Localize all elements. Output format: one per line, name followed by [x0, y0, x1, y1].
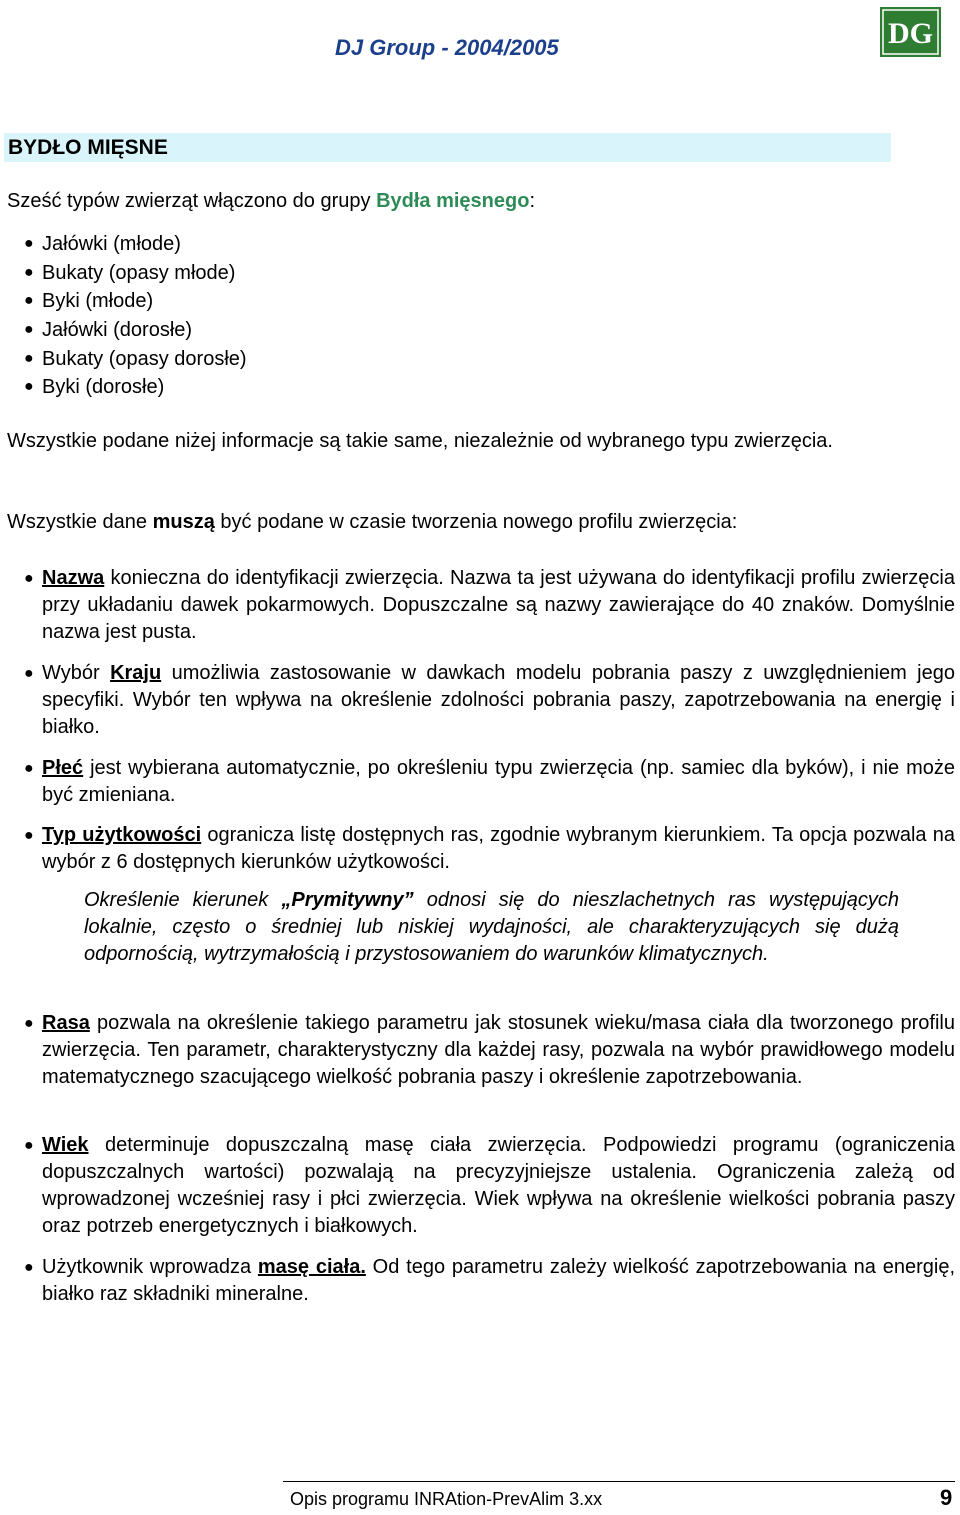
list-item-label: Jałówki (dorosłe) [42, 319, 193, 342]
bullet-icon: ● [24, 570, 34, 587]
note-text-start: Określenie kierunek [84, 889, 282, 911]
list-item [24, 373, 247, 402]
field-text: pozwala na określenie takiego parametru jak stosunek wieku/masa ciała dla tworzonego profilu zwierzęcia. Ten parametr, charakterystyczny dla każdej rasy, pozwala na wybór prawidłowego modelu matematycznego szacującego wielkość pobrania paszy i określenie zapotrzebowania. [42, 1012, 955, 1088]
field-item-typ [24, 822, 955, 876]
bullet-icon: ● [24, 263, 34, 281]
field-item-wiek [24, 1132, 955, 1240]
list-item [24, 316, 247, 345]
field-text-start: Wybór [42, 662, 111, 684]
logo-text: DG [888, 17, 933, 50]
logo-graphic [880, 7, 941, 57]
field-text-start: Użytkownik wprowadza [42, 1256, 258, 1278]
bullet-icon: ● [24, 1259, 34, 1276]
note-emphasis: „Prymitywny” [281, 889, 414, 911]
field-description [42, 1132, 955, 1240]
field-term: Nazwa [42, 567, 105, 589]
bullet-icon: ● [24, 349, 34, 367]
bullet-icon: ● [24, 292, 34, 310]
list-item [24, 259, 247, 288]
bullet-icon: ● [24, 1137, 34, 1154]
field-text: umożliwia zastosowanie w dawkach modelu pobrania paszy z uwzględnieniem jego specyfiki. Wybór ten wpływa na określenie zdolności pobrania paszy, zapotrzebowania na energię i białko. [42, 662, 955, 738]
field-description [42, 565, 955, 646]
document-header-title: DJ Group - 2004/2005 [335, 35, 559, 60]
bullet-icon: ● [24, 235, 34, 252]
field-description [42, 822, 955, 876]
list-item-label: Jałówki (młode) [42, 233, 181, 255]
field-description [42, 1254, 955, 1308]
list-item [24, 345, 247, 374]
required-data-paragraph [7, 509, 955, 536]
list-item-label: Byki (młode) [42, 290, 154, 313]
footer-divider [283, 1481, 955, 1482]
page-number: 9 [940, 1485, 953, 1510]
bullet-icon: ● [24, 760, 34, 777]
intro-text: Sześć typów zwierząt włączono do grupy [7, 190, 377, 212]
required-text-start: Wszystkie dane [7, 511, 153, 533]
intro-paragraph [7, 188, 955, 215]
field-text: Od tego parametru zależy wielkość zapotrzebowania na energię, białko raz składniki mineralne. [42, 1256, 955, 1305]
info-paragraph: Wszystkie podane niżej informacje są takie same, niezależnie od wybranego typu zwierzęcia. [7, 430, 833, 452]
field-description [42, 1010, 955, 1091]
section-heading: BYDŁO MIĘSNE [4, 133, 891, 162]
animal-types-list [24, 230, 247, 402]
bullet-icon: ● [24, 378, 34, 396]
bullet-icon: ● [24, 321, 34, 339]
bullet-icon: ● [24, 1015, 34, 1032]
list-item-label: Byki (dorosłe) [42, 376, 165, 399]
field-term: Kraju [110, 662, 162, 684]
intro-highlight: Bydła mięsnego [376, 190, 530, 212]
field-item-nazwa [24, 565, 955, 646]
list-item [24, 287, 247, 316]
field-term: Płeć [42, 757, 84, 779]
field-text: ogranicza listę dostępnych ras, zgodnie wybranym kierunkiem. Ta opcja pozwala na wybór z 6 dostępnych kierunków użytkowości. [42, 824, 955, 873]
field-item-masa [24, 1254, 955, 1308]
required-emphasis: muszą [152, 511, 215, 533]
required-text-end: być podane w czasie tworzenia nowego profilu zwierzęcia: [214, 511, 738, 533]
note-paragraph [84, 887, 899, 968]
list-item [24, 230, 247, 259]
field-text: determinuje dopuszczalną masę ciała zwierzęcia. Podpowiedzi programu (ograniczenia dopuszczalnych wartości) pozwalają na precyzyjniejsze ustalenia. Ograniczenia zależą od wprowadzonej wcześniej rasy i płci zwierzęcia. Wiek wpływa na określenie wielkości pobrania paszy oraz potrzeb energetycznych i białkowych. [42, 1134, 955, 1237]
bullet-icon: ● [24, 665, 34, 682]
footer-text: Opis programu INRAtion-PrevAlim 3.xx [290, 1489, 603, 1509]
field-description [42, 660, 955, 741]
field-term: Wiek [42, 1134, 89, 1156]
field-term: Typ użytkowości [42, 824, 202, 846]
field-text: konieczna do identyfikacji zwierzęcia. Nazwa ta jest używana do identyfikacji profilu zwierzęcia przy układaniu dawek pokarmowych. Dopuszczalne są nazwy zawierające do 40 znaków. Domyślnie nazwa jest pusta. [42, 567, 955, 643]
field-term: masę ciała. [257, 1256, 366, 1278]
dj-group-logo [880, 7, 941, 57]
field-item-plec [24, 755, 955, 809]
note-text: odnosi się do nieszlachetnych ras występujących lokalnie, często o średniej lub niskiej wydajności, ale charakteryzujących się dużą odpornością, wytrzymałością i przystosowaniem do warunków klimatycznych. [84, 889, 899, 965]
field-term: Rasa [42, 1012, 90, 1034]
list-item-label: Bukaty (opasy dorosłe) [42, 347, 247, 370]
intro-colon: : [529, 190, 536, 212]
field-item-kraj [24, 660, 955, 741]
field-description [42, 755, 955, 809]
field-text: jest wybierana automatycznie, po określeniu typu zwierzęcia (np. samiec dla byków), i nie może być zmieniana. [42, 757, 955, 806]
bullet-icon: ● [24, 827, 34, 844]
list-item-label: Bukaty (opasy młode) [42, 261, 236, 284]
field-item-rasa [24, 1010, 955, 1091]
